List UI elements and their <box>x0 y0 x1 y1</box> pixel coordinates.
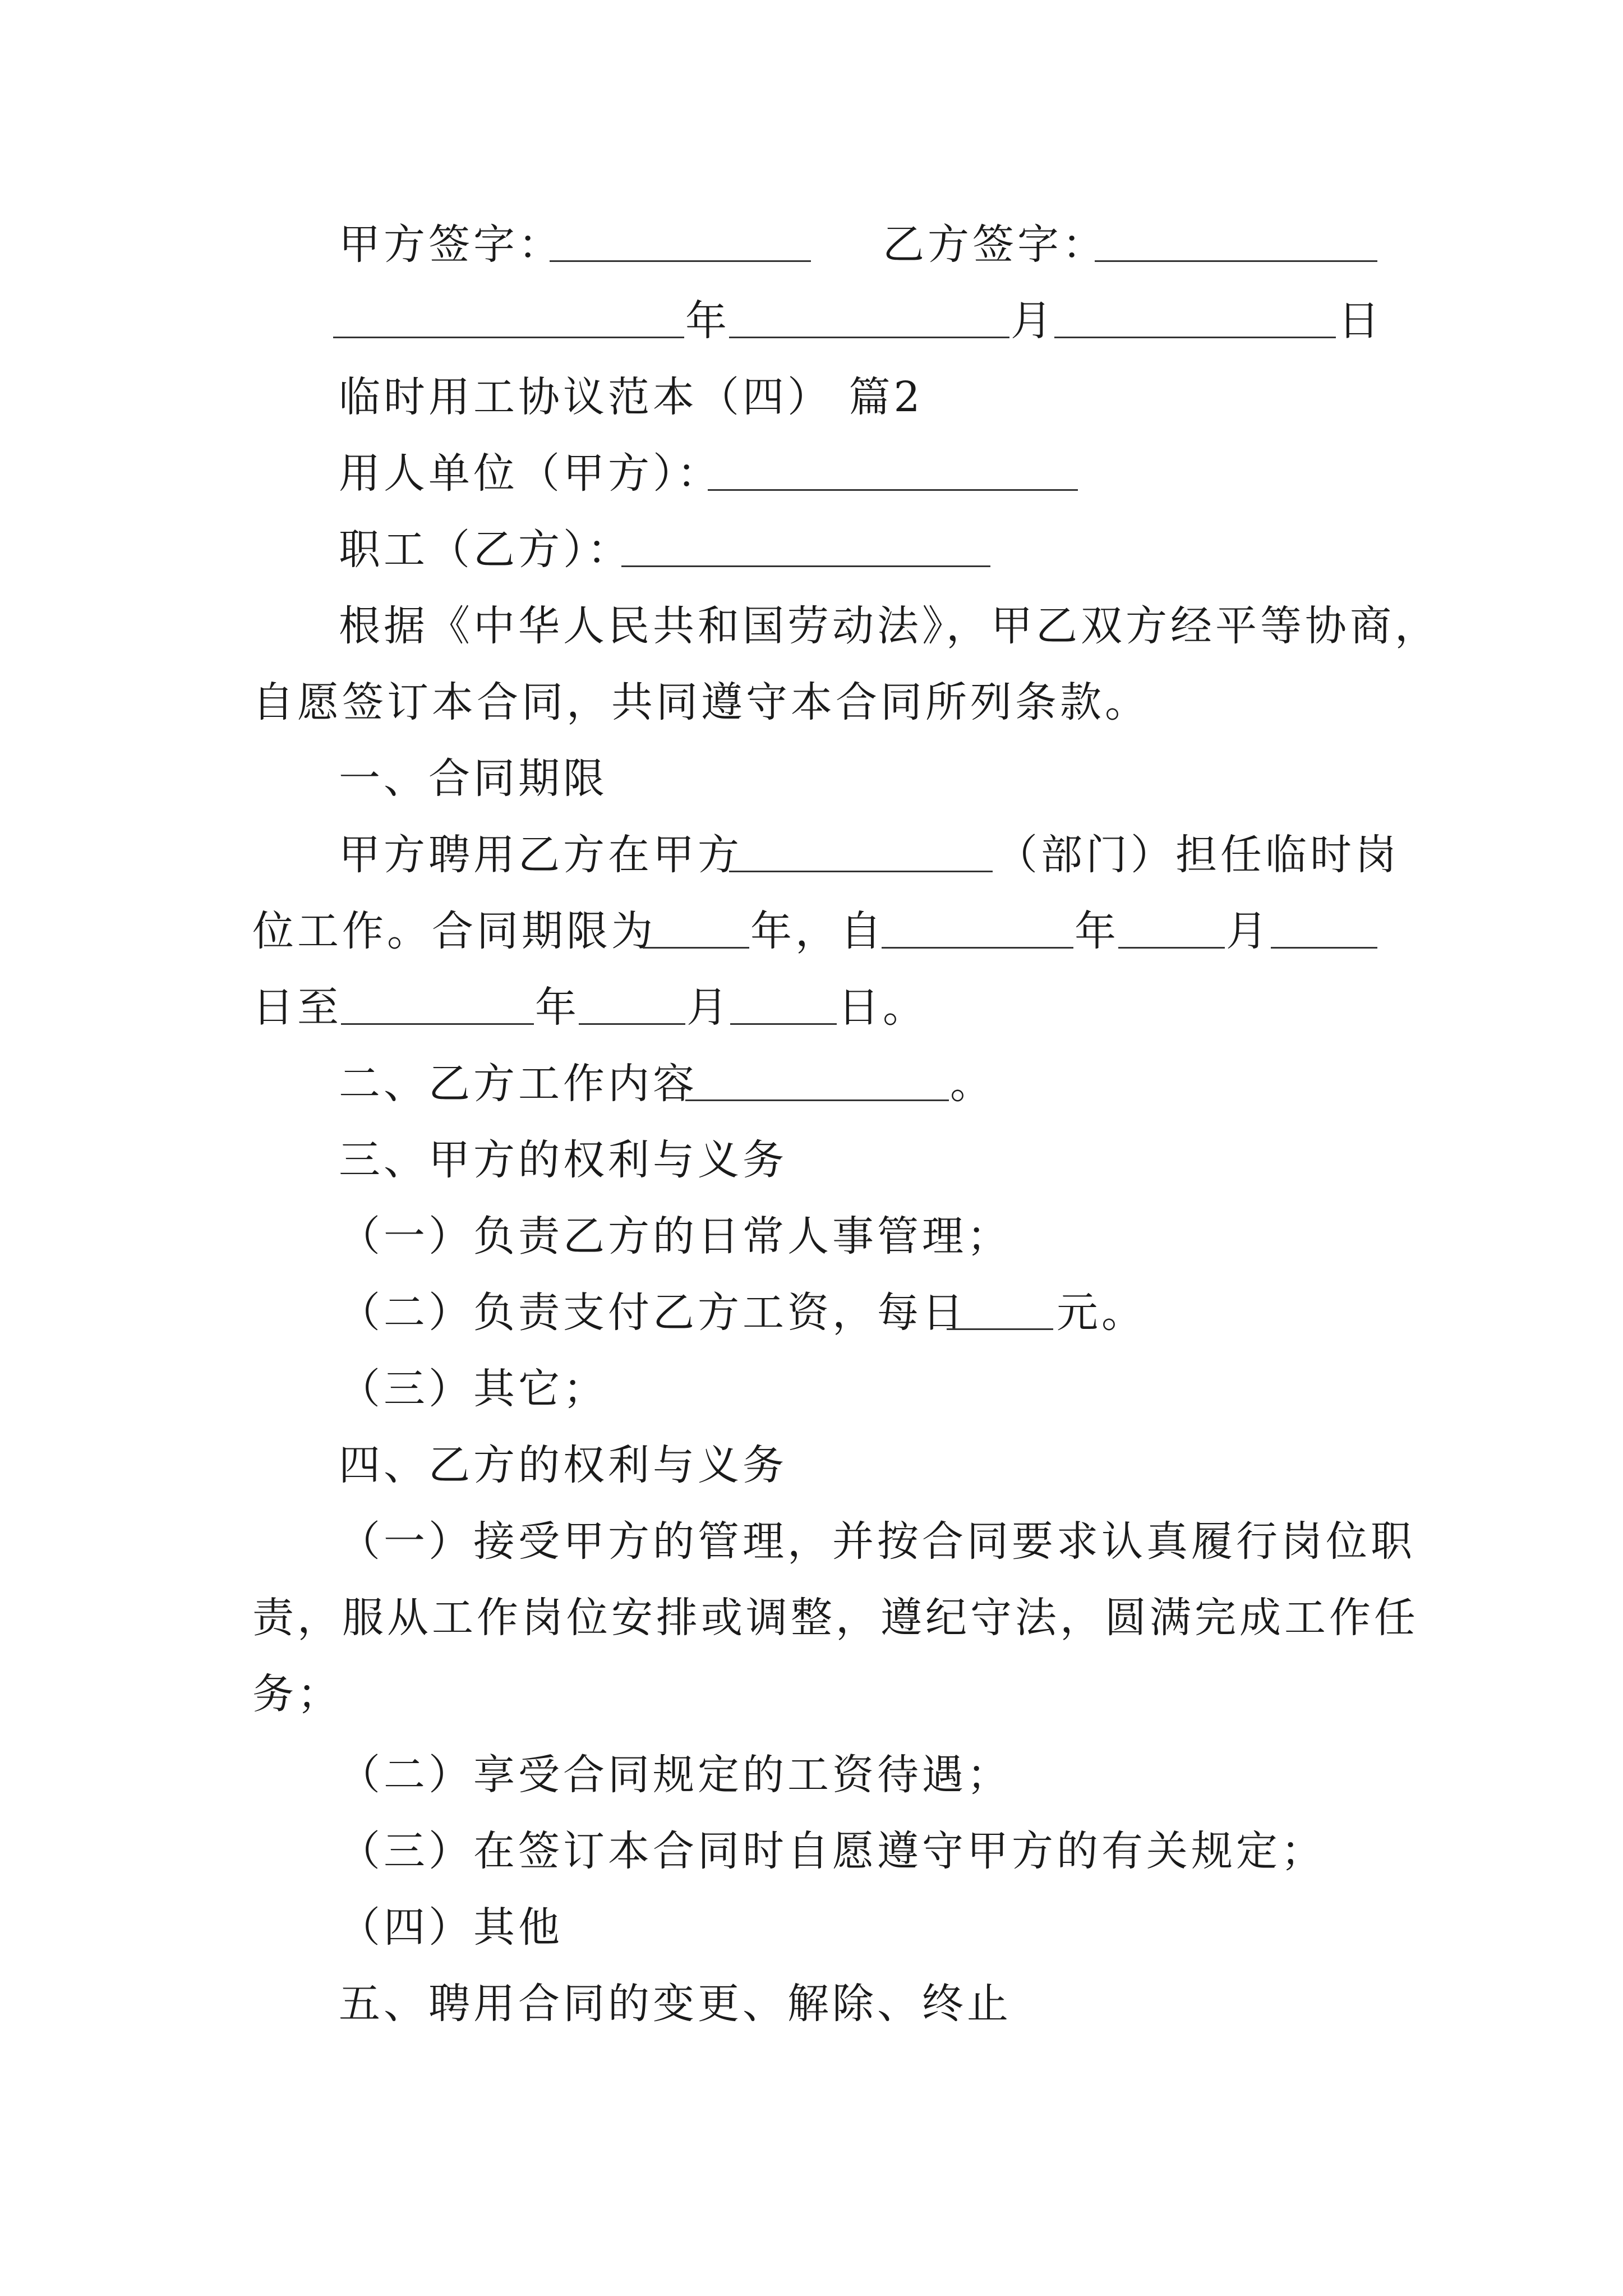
section-1-text-h: 年 <box>535 983 580 1032</box>
section-1-text-g: 日至 <box>252 983 342 1032</box>
section-1-heading-line <box>0 740 1623 817</box>
employer-blank <box>708 489 1078 491</box>
section-5-heading: 五、聘用合同的变更、解除、终止 <box>339 1980 1012 2028</box>
party-b-signature-blank <box>1095 260 1377 262</box>
section-1-text-f: 月 <box>1226 907 1271 955</box>
section-3-item-2-unit: 元。 <box>1057 1289 1146 1337</box>
section-3-item-2 <box>0 1274 1623 1351</box>
section-3-item-3-text: （三）其它； <box>339 1365 608 1413</box>
date-day-blank <box>1054 337 1336 338</box>
section-4-item-1-text-1: （一）接受甲方的管理，并按合同要求认真履行岗位职 <box>339 1517 1415 1566</box>
section-2-period: 。 <box>950 1060 995 1108</box>
section-4-item-2 <box>0 1737 1623 1813</box>
employer-label: 用人单位（甲方）： <box>339 449 722 498</box>
preamble-text-1: 根据《中华人民共和国劳动法》，甲乙双方经平等协商， <box>339 602 1440 650</box>
start-month-blank <box>1118 947 1225 949</box>
start-year-blank <box>882 947 1073 949</box>
date-day-label: 日 <box>1338 297 1383 345</box>
section-3-item-3 <box>0 1351 1623 1427</box>
section-1-text-b: （部门）担任临时岗 <box>996 831 1400 879</box>
employer-line <box>0 435 1623 512</box>
term-years-blank <box>643 947 749 949</box>
end-month-blank <box>579 1023 685 1025</box>
end-day-blank <box>730 1023 837 1025</box>
date-month-label: 月 <box>1011 297 1055 345</box>
date-month-blank <box>729 337 1009 338</box>
date-year-blank <box>333 337 684 338</box>
employee-line <box>0 512 1623 588</box>
section-4-item-1-line-3 <box>0 1656 1623 1732</box>
section-4-item-1-line-2 <box>0 1580 1623 1656</box>
section-1-text-a: 甲方聘用乙方在甲方 <box>339 831 743 879</box>
section-5-heading-line <box>0 1966 1623 2042</box>
section-1-text-e: 年 <box>1075 907 1119 955</box>
preamble-line-1 <box>0 588 1623 664</box>
section-3-item-2-text: （二）负责支付乙方工资，每日 <box>339 1289 967 1337</box>
section-3-heading-line <box>0 1122 1623 1198</box>
section-4-item-3 <box>0 1813 1623 1889</box>
section-4-item-1-text-3: 务； <box>252 1670 342 1718</box>
preamble-text-2: 自愿签订本合同，共同遵守本合同所列条款。 <box>252 678 1150 726</box>
section-3-heading: 三、甲方的权利与义务 <box>339 1136 787 1184</box>
section-3-item-1-text: （一）负责乙方的日常人事管理； <box>339 1212 1012 1260</box>
employee-label: 职工（乙方）： <box>339 526 632 574</box>
signature-line <box>0 206 1623 283</box>
section-4-item-1-text-2: 责，服从工作岗位安排或调整，遵纪守法，圆满完成工作任 <box>252 1594 1419 1642</box>
party-b-signature-label: 乙方签字： <box>883 220 1107 269</box>
department-blank <box>729 871 993 872</box>
section-4-item-4-text: （四）其他 <box>339 1903 563 1952</box>
section-1-line-2 <box>0 893 1623 969</box>
work-content-blank <box>685 1099 949 1101</box>
end-year-blank <box>341 1023 534 1025</box>
party-a-signature-label: 甲方签字： <box>339 220 563 269</box>
section-1-line-1 <box>0 817 1623 893</box>
date-line <box>0 283 1623 359</box>
section-2-line <box>0 1046 1623 1122</box>
section-4-item-1-line-1 <box>0 1503 1623 1580</box>
section-4-item-2-text: （二）享受合同规定的工资待遇； <box>339 1751 1012 1799</box>
section-1-heading: 一、合同期限 <box>339 754 608 803</box>
document-title: 临时用工协议范本（四） 篇2 <box>339 373 924 421</box>
daily-wage-blank <box>947 1328 1053 1330</box>
section-1-text-j: 日。 <box>838 983 928 1032</box>
date-year-label: 年 <box>685 297 730 345</box>
section-1-text-c: 位工作。合同期限为 <box>252 907 656 955</box>
start-day-blank <box>1271 947 1377 949</box>
section-4-heading-line <box>0 1427 1623 1503</box>
document-title-line <box>0 359 1623 435</box>
employee-blank <box>621 565 990 567</box>
section-4-heading: 四、乙方的权利与义务 <box>339 1441 787 1489</box>
preamble-line-2 <box>0 664 1623 740</box>
section-1-line-3 <box>0 969 1623 1046</box>
section-4-item-4 <box>0 1889 1623 1966</box>
section-1-text-i: 月 <box>686 983 731 1032</box>
section-1-text-d: 年，自 <box>750 907 885 955</box>
section-3-item-1 <box>0 1198 1623 1274</box>
party-a-signature-blank <box>550 260 811 262</box>
section-4-item-3-text: （三）在签订本合同时自愿遵守甲方的有关规定； <box>339 1827 1326 1875</box>
section-2-text: 二、乙方工作内容 <box>339 1060 698 1108</box>
